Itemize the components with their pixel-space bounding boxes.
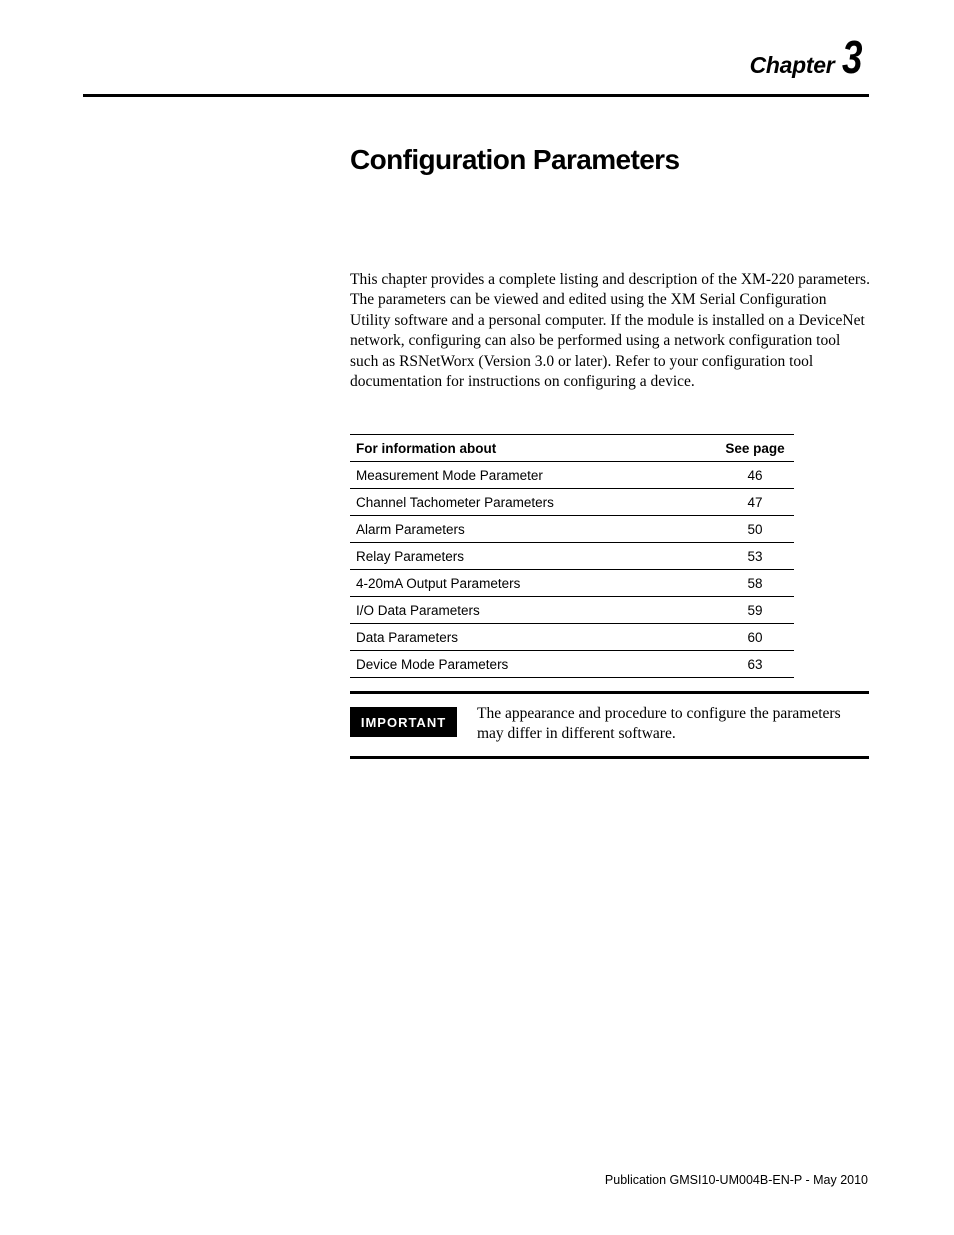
topic-cell: Device Mode Parameters — [350, 651, 716, 678]
page-cell: 58 — [716, 570, 794, 597]
page-cell: 47 — [716, 489, 794, 516]
table-header-row — [350, 435, 794, 462]
column-header-topic: For information about — [350, 435, 716, 462]
topic-cell: Data Parameters — [350, 624, 716, 651]
chapter-heading — [749, 31, 868, 83]
page-cell: 53 — [716, 543, 794, 570]
table-row — [350, 489, 794, 516]
chapter-label: Chapter — [749, 52, 835, 78]
column-header-page: See page — [716, 435, 794, 462]
page-cell: 60 — [716, 624, 794, 651]
topic-cell: Alarm Parameters — [350, 516, 716, 543]
page-cell: 46 — [716, 462, 794, 489]
table-row — [350, 651, 794, 678]
header-rule — [83, 94, 869, 97]
topics-table — [350, 434, 794, 678]
page-title: Configuration Parameters — [350, 144, 680, 175]
chapter-number: 3 — [842, 31, 863, 83]
table-row — [350, 516, 794, 543]
publication-footer: Publication GMSI10-UM004B-EN-P - May 2010 — [604, 1173, 868, 1187]
page-cell: 59 — [716, 597, 794, 624]
table-row — [350, 462, 794, 489]
topic-cell: Channel Tachometer Parameters — [350, 489, 716, 516]
page-cell: 63 — [716, 651, 794, 678]
important-note — [350, 691, 869, 759]
topic-cell: 4-20mA Output Parameters — [350, 570, 716, 597]
important-text: The appearance and procedure to configure the parameters may differ in different software. — [477, 705, 841, 743]
important-badge: IMPORTANT — [350, 707, 457, 737]
topic-cell: I/O Data Parameters — [350, 597, 716, 624]
table-row — [350, 597, 794, 624]
intro-paragraph: This chapter provides a complete listing and description of the XM-220 parameters. The parameters can be viewed and edited using the XM Serial Configuration Utility software and a personal computer. If the module is installed on a DeviceNet network, configuring can also be performed using a network configuration tool such as RSNetWorx (Version 3.0 or later). Refer to your configuration tool documentation for instructions on configuring a device. — [350, 271, 870, 391]
table-row — [350, 543, 794, 570]
table-row — [350, 624, 794, 651]
table-row — [350, 570, 794, 597]
topic-cell: Relay Parameters — [350, 543, 716, 570]
topic-cell: Measurement Mode Parameter — [350, 462, 716, 489]
page-cell: 50 — [716, 516, 794, 543]
